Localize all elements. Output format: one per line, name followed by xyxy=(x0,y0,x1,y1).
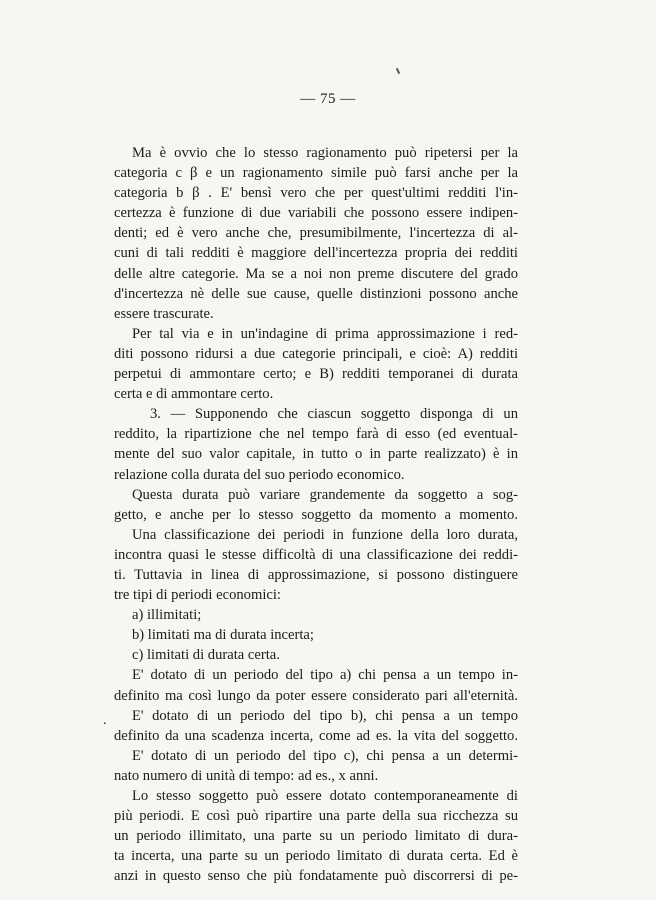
text-line: mente del suo valor capitale, in tutto o in parte realizzato) è in xyxy=(114,446,518,463)
text-line: getto, e anche per lo stesso soggetto da momento a momento. xyxy=(114,506,518,523)
text-line: cuni di tali redditi è maggiore dell'incertezza propria dei redditi xyxy=(114,245,518,262)
text-line: relazione colla durata del suo periodo economico. xyxy=(114,466,405,483)
text-line: reddito, la ripartizione che nel tempo farà di esso (ed eventual- xyxy=(114,426,518,443)
text-line: definito da una scadenza incerta, come ad es. la vita del soggetto. xyxy=(114,727,518,744)
text-line: definito ma così lungo da poter essere considerato pari all'eternità. xyxy=(114,687,518,704)
text-line: E' dotato di un periodo del tipo b), chi pensa a un tempo xyxy=(132,707,518,724)
text-line: E' dotato di un periodo del tipo c), chi pensa a un determi- xyxy=(132,747,518,764)
text-line: 3. — Supponendo che ciascun soggetto disponga di un xyxy=(150,406,518,423)
text-line: Questa durata può variare grandemente da soggetto a sog- xyxy=(132,486,518,503)
text-line: anzi in questo senso che più fondatamente può discorrersi di pe- xyxy=(114,868,518,885)
text-line: un periodo illimitato, una parte su un periodo limitato di dura- xyxy=(114,828,518,845)
text-line: ta incerta, una parte su un periodo limitato di durata certa. Ed è xyxy=(114,848,518,865)
margin-dot: . xyxy=(103,713,107,728)
text-line: ti. Tuttavia in linea di approssimazione, si possono distinguere xyxy=(114,566,518,583)
text-line: Ma è ovvio che lo stesso ragionamento può ripetersi per la xyxy=(132,145,518,161)
text-line: denti; ed è vero anche che, presumibilmente, l'incertezza di al- xyxy=(114,225,518,242)
page-number: — 75 — xyxy=(300,91,356,107)
text-line: c) limitati di durata certa. xyxy=(132,647,280,664)
text-line: Una classificazione dei periodi in funzione della loro durata, xyxy=(132,526,518,543)
text-line: essere trascurate. xyxy=(114,305,214,322)
text-line: b) limitati ma di durata incerta; xyxy=(132,627,314,644)
text-line: certa e di ammontare certo. xyxy=(114,386,274,403)
text-line: perpetui di ammontare certo; e B) redditi temporanei di durata xyxy=(114,366,518,383)
text-line: Per tal via e in un'indagine di prima approssimazione i red- xyxy=(132,325,518,342)
body-text xyxy=(114,143,518,886)
text-line: diti possono ridursi a due categorie principali, e cioè: A) redditi xyxy=(114,345,518,362)
text-line: categoria b β . E' bensì vero che per quest'ultimi redditi l'in- xyxy=(114,185,518,202)
text-line: d'incertezza nè delle sue cause, quelle distinzioni possono anche xyxy=(114,285,518,302)
scan-mark xyxy=(396,68,400,74)
text-line: certezza è funzione di due variabili che possono essere indipen- xyxy=(114,205,518,222)
text-line: nato numero di unità di tempo: ad es., x anni. xyxy=(114,767,379,784)
text-line: più periodi. E così può ripartire una parte della sua ricchezza su xyxy=(114,808,518,825)
text-line: incontra quasi le stesse difficoltà di una classificazione dei reddi- xyxy=(114,546,518,563)
text-line: a) illimitati; xyxy=(132,607,202,624)
text-line: categoria c β e un ragionamento simile può farsi anche per la xyxy=(114,165,518,182)
text-line: tre tipi di periodi economici: xyxy=(114,587,281,604)
text-line: E' dotato di un periodo del tipo a) chi pensa a un tempo in- xyxy=(132,667,518,684)
text-line: Lo stesso soggetto può essere dotato contemporaneamente di xyxy=(132,788,518,804)
text-line: delle altre categorie. Ma se a noi non preme discutere del grado xyxy=(114,265,518,282)
